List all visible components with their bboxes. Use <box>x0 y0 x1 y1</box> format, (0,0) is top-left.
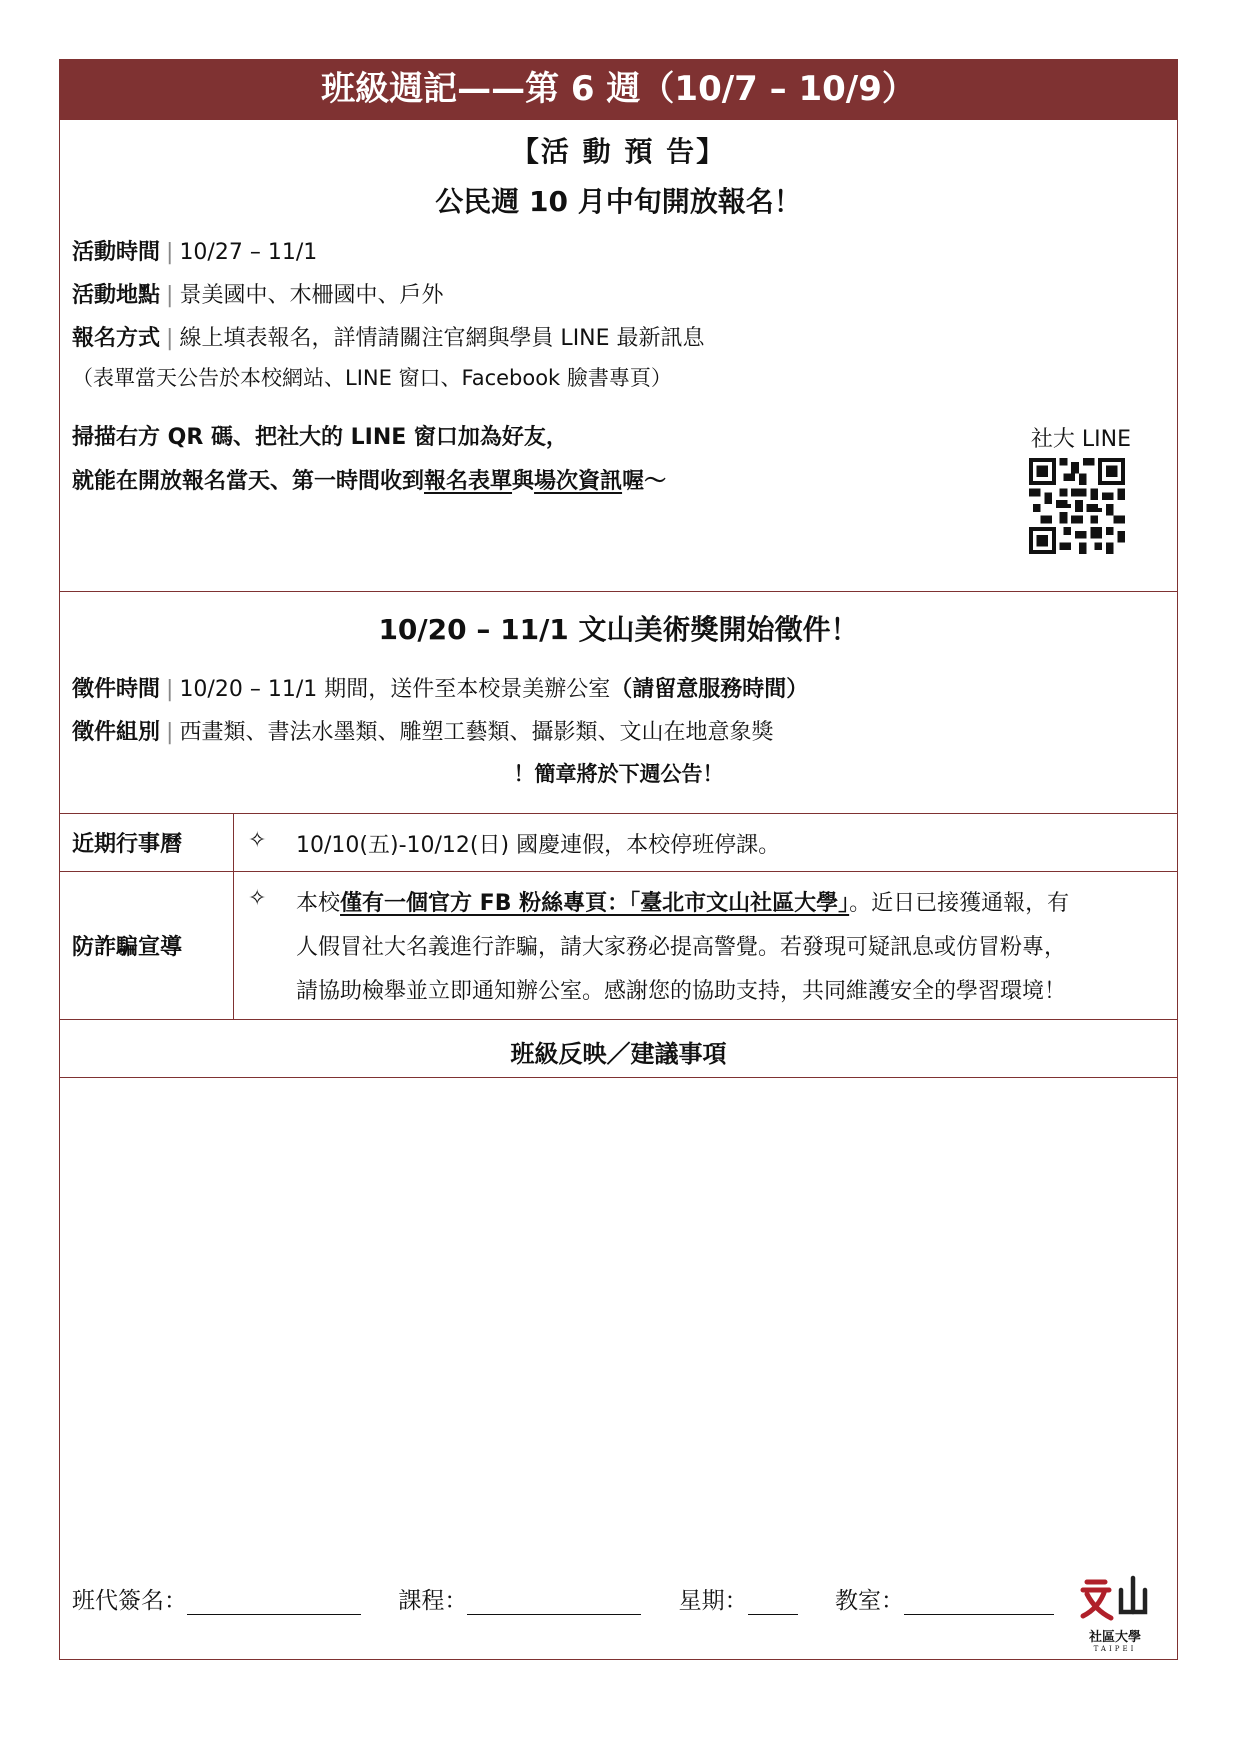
logo-text: 社區大學 <box>1088 1630 1141 1645</box>
art-award-headline: 10/20 – 11/1 文山美術獎開始徵件！ <box>378 613 859 646</box>
weekly-journal-sheet <box>59 59 1178 1660</box>
calendar-text: 10/10(五)-10/12(日) 國慶連假，本校停班停課。 <box>296 833 781 858</box>
art-award-section <box>60 592 1177 814</box>
civic-signup-label: 報名方式 <box>72 326 161 351</box>
scan-instruction-1: 掃描右方 QR 碼、把社大的 LINE 窗口加為好友， <box>72 425 568 450</box>
civic-place-row: 活動地點 | 景美國中、木柵國中、戶外 <box>72 283 444 308</box>
calendar-content <box>234 814 1177 871</box>
civic-week-headline: 公民週 10 月中旬開放報名！ <box>435 185 802 218</box>
line-qr-code[interactable] <box>1029 458 1125 554</box>
qr-label: 社大 LINE <box>1030 427 1131 452</box>
preview-heading: 【活 動 預 告】 <box>510 135 727 168</box>
wenshan-logo-mark-icon <box>1075 1572 1155 1624</box>
star-bullet-icon: ✧ <box>248 886 267 911</box>
room-label: 教室： <box>834 1588 904 1614</box>
course-label: 課程： <box>398 1588 468 1614</box>
award-time-bold: （請留意服務時間） <box>610 677 809 702</box>
award-notice: ！簡章將於下週公告！ <box>513 762 724 786</box>
civic-signup-row: 報名方式 | 線上填表報名，詳情請關注官網與學員 LINE 最新訊息 <box>72 326 705 351</box>
calendar-row <box>60 814 1177 872</box>
page-title: 班級週記——第 6 週（10/7 – 10/9） <box>60 60 1177 120</box>
feedback-area[interactable] <box>60 1078 1177 1578</box>
feedback-heading: 班級反映／建議事項 <box>510 1040 727 1068</box>
star-bullet-icon: ✧ <box>248 828 267 853</box>
rep-signature-field[interactable] <box>187 1592 361 1615</box>
anti-fraud-row <box>60 872 1177 1020</box>
event-preview-section <box>60 120 1177 592</box>
anti-fraud-line-2: 人假冒社大名義進行詐騙，請大家務必提高警覺。若發現可疑訊息或仿冒粉專， <box>296 935 1067 960</box>
weekday-label: 星期： <box>678 1588 748 1614</box>
award-time-label: 徵件時間 <box>72 677 161 702</box>
civic-signup-note: （表單當天公告於本校網站、LINE 窗口、Facebook 臉書專頁） <box>72 366 672 390</box>
wenshan-logo <box>1075 1572 1155 1653</box>
civic-time-value: 10/27 – 11/1 <box>179 240 318 265</box>
anti-fraud-content <box>234 872 1177 1019</box>
footer-signature-row <box>72 1582 1054 1615</box>
calendar-label: 近期行事曆 <box>60 814 234 871</box>
civic-time-label: 活動時間 <box>72 240 161 265</box>
session-info-text: 場次資訊 <box>534 469 623 494</box>
signup-form-text: 報名表單 <box>424 469 513 494</box>
civic-place-label: 活動地點 <box>72 283 161 308</box>
civic-place-value: 景美國中、木柵國中、戶外 <box>179 283 444 308</box>
logo-subtext: TAIPEI <box>1093 1645 1137 1653</box>
award-time-value: 10/20 – 11/1 期間，送件至本校景美辦公室 <box>179 677 611 702</box>
civic-signup-value: 線上填表報名，詳情請關注官網與學員 LINE 最新訊息 <box>179 326 705 351</box>
award-category-label: 徵件組別 <box>72 720 161 745</box>
room-field[interactable] <box>904 1592 1054 1615</box>
award-category-value: 西畫類、書法水墨類、雕塑工藝類、攝影類、文山在地意象獎 <box>179 720 774 745</box>
official-fb-page-text: 僅有一個官方 FB 粉絲專頁：「臺北市文山社區大學」 <box>340 891 850 916</box>
anti-fraud-line-3: 請協助檢舉並立即通知辦公室。感謝您的協助支持，共同維護安全的學習環境！ <box>296 979 1067 1004</box>
scan-instruction-2: 就能在開放報名當天、第一時間收到報名表單與場次資訊喔～ <box>72 469 667 494</box>
anti-fraud-label: 防詐騙宣導 <box>60 872 234 1019</box>
rep-signature-label: 班代簽名： <box>72 1588 187 1614</box>
anti-fraud-line-1: 本校僅有一個官方 FB 粉絲專頁：「臺北市文山社區大學」。近日已接獲通報，有 <box>296 891 1070 916</box>
civic-time-row: 活動時間 | 10/27 – 11/1 <box>72 240 318 265</box>
award-category-row: 徵件組別 | 西畫類、書法水墨類、雕塑工藝類、攝影類、文山在地意象獎 <box>72 720 774 745</box>
course-field[interactable] <box>467 1592 641 1615</box>
feedback-heading-row <box>60 1020 1177 1078</box>
weekday-field[interactable] <box>748 1592 798 1615</box>
award-time-row: 徵件時間 | 10/20 – 11/1 期間，送件至本校景美辦公室（請留意服務時間） <box>72 677 809 702</box>
